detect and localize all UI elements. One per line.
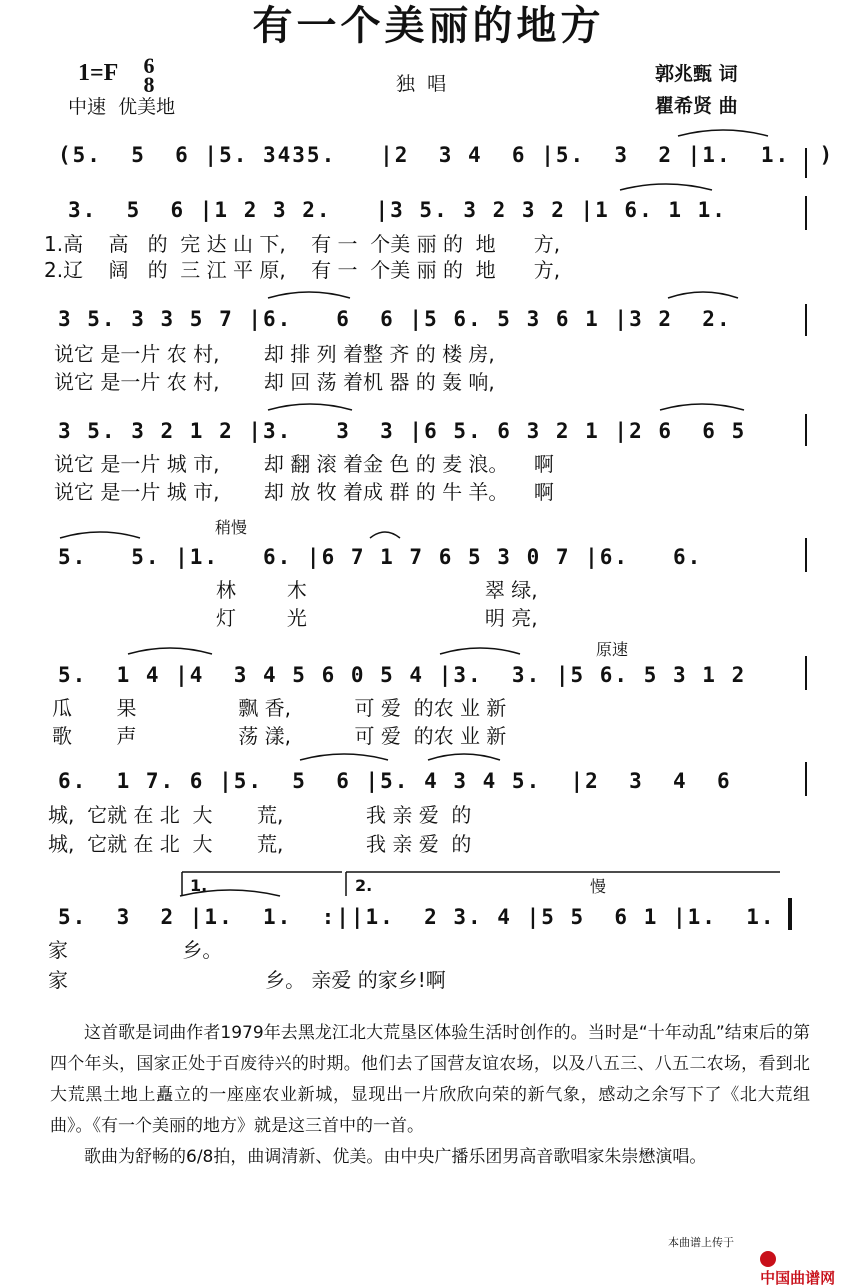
lyric-row-5-verse-1: 林 木 翠 绿, xyxy=(216,578,538,602)
time-signature-bottom: 8 xyxy=(143,72,155,97)
song-title: 有一个美丽的地方 xyxy=(252,3,605,49)
performance-type: 独 唱 xyxy=(396,73,447,95)
lyric-row-4-verse-2: 说它 是一片 城 市, 却 放 牧 着成 群 的 牛 羊。 啊 xyxy=(54,480,554,504)
slur xyxy=(428,754,500,760)
notation-row-5: 5. 5. |1. 6. |6 7 1 7 6 5 3 0 7 |6. 6. xyxy=(58,545,703,569)
lyric-row-2-verse-2: 2.辽 阔 的 三 江 平 原, 有 一 个美 丽 的 地 方, xyxy=(44,258,561,282)
time-signature-top: 6 xyxy=(143,53,155,78)
lyric-row-7-verse-1: 城, 它就 在 北 大 荒, 我 亲 爱 的 xyxy=(48,803,472,827)
lyricist-credit: 郭兆甄 词 xyxy=(655,63,738,85)
notation-row-2: 3. 5 6 |1 2 3 2. |3 5. 3 2 3 2 |1 6. 1 1. xyxy=(68,198,727,222)
composer-credit: 瞿希贤 曲 xyxy=(655,95,738,117)
slur xyxy=(300,754,388,760)
song-description xyxy=(50,1018,810,1173)
slur xyxy=(60,532,140,538)
lyric-row-4-verse-1: 说它 是一片 城 市, 却 翻 滚 着金 色 的 麦 浪。 啊 xyxy=(54,452,554,476)
slur xyxy=(620,184,712,190)
notation-row-1: (5. 5 6 |5. 3435. |2 3 4 6 |5. 3 2 |1. 1. ) xyxy=(58,143,835,167)
lyric-row-7-verse-2: 城, 它就 在 北 大 荒, 我 亲 爱 的 xyxy=(48,832,472,856)
notation-row-8: 5. 3 2 |1. 1. :||1. 2 3. 4 |5 5 6 1 |1. 1. xyxy=(58,905,776,929)
lyric-row-6-verse-1: 瓜 果 飘 香, 可 爱 的农 业 新 xyxy=(52,696,507,720)
lyric-row-3-verse-1: 说它 是一片 农 村, 却 排 列 着整 齐 的 楼 房, xyxy=(54,342,495,366)
first-ending-label: 1. xyxy=(190,876,208,895)
lyric-row-8-verse-1: 家 乡。 xyxy=(48,938,223,962)
slur xyxy=(268,292,350,298)
logo-icon xyxy=(760,1251,776,1267)
key-signature: 1=F xyxy=(78,60,119,86)
notation-row-6: 5. 1 4 |4 3 4 5 6 0 5 4 |3. 3. |5 6. 5 3 1 2 xyxy=(58,663,747,687)
site-name: 中国曲谱网 xyxy=(760,1269,836,1287)
site-logo[interactable] xyxy=(750,1229,835,1288)
notation-row-4: 3 5. 3 2 1 2 |3. 3 3 |6 5. 6 3 2 1 |2 6 6 5 xyxy=(58,419,747,443)
description-paragraph-1: 这首歌是词曲作者1979年去黑龙江北大荒垦区体验生活时创作的。当时是“十年动乱”结束后的第四个年头，国家正处于百废待兴的时期。他们去了国营友谊农场，以及八五三、八五二农场，看到北大荒黑土地上矗立的一座座农业新城，显现出一片欣欣向荣的新气象，感动之余写下了《北大荒组曲》。《有一个美丽的地方》就是这三首中的一首。 xyxy=(50,1023,810,1136)
tempo-mark-original-speed: 原速 xyxy=(596,640,629,659)
slur xyxy=(678,130,768,136)
lyric-row-5-verse-2: 灯 光 明 亮, xyxy=(216,606,538,630)
slur xyxy=(370,532,400,538)
notation-row-7: 6. 1 7. 6 |5. 5 6 |5. 4 3 4 5. |2 3 4 6 xyxy=(58,769,732,793)
lyric-row-6-verse-2: 歌 声 荡 漾, 可 爱 的农 业 新 xyxy=(52,724,507,748)
slur xyxy=(440,648,520,654)
tempo-marking: 中速 优美地 xyxy=(68,96,176,118)
tempo-mark-slow: 慢 xyxy=(590,877,607,896)
upload-note: 本曲谱上传于 xyxy=(668,1236,734,1249)
lyric-row-8-verse-2: 家 乡。 亲爱 的家乡!啊 xyxy=(48,968,446,992)
slur xyxy=(660,404,744,410)
slur xyxy=(668,292,738,298)
slur xyxy=(128,648,212,654)
lyric-row-3-verse-2: 说它 是一片 农 村, 却 回 荡 着机 器 的 轰 响, xyxy=(54,370,495,394)
lyric-row-2-verse-1: 1.高 高 的 完 达 山 下, 有 一 个美 丽 的 地 方, xyxy=(44,232,561,256)
notation-row-3: 3 5. 3 3 5 7 |6. 6 6 |5 6. 5 3 6 1 |3 2 2. xyxy=(58,307,732,331)
slur xyxy=(268,404,352,410)
second-ending-label: 2. xyxy=(355,876,373,895)
tempo-mark-slightly-slower: 稍慢 xyxy=(215,518,248,537)
description-paragraph-2: 歌曲为舒畅的6/8拍，曲调清新、优美。由中央广播乐团男高音歌唱家朱崇懋演唱。 xyxy=(84,1147,707,1167)
